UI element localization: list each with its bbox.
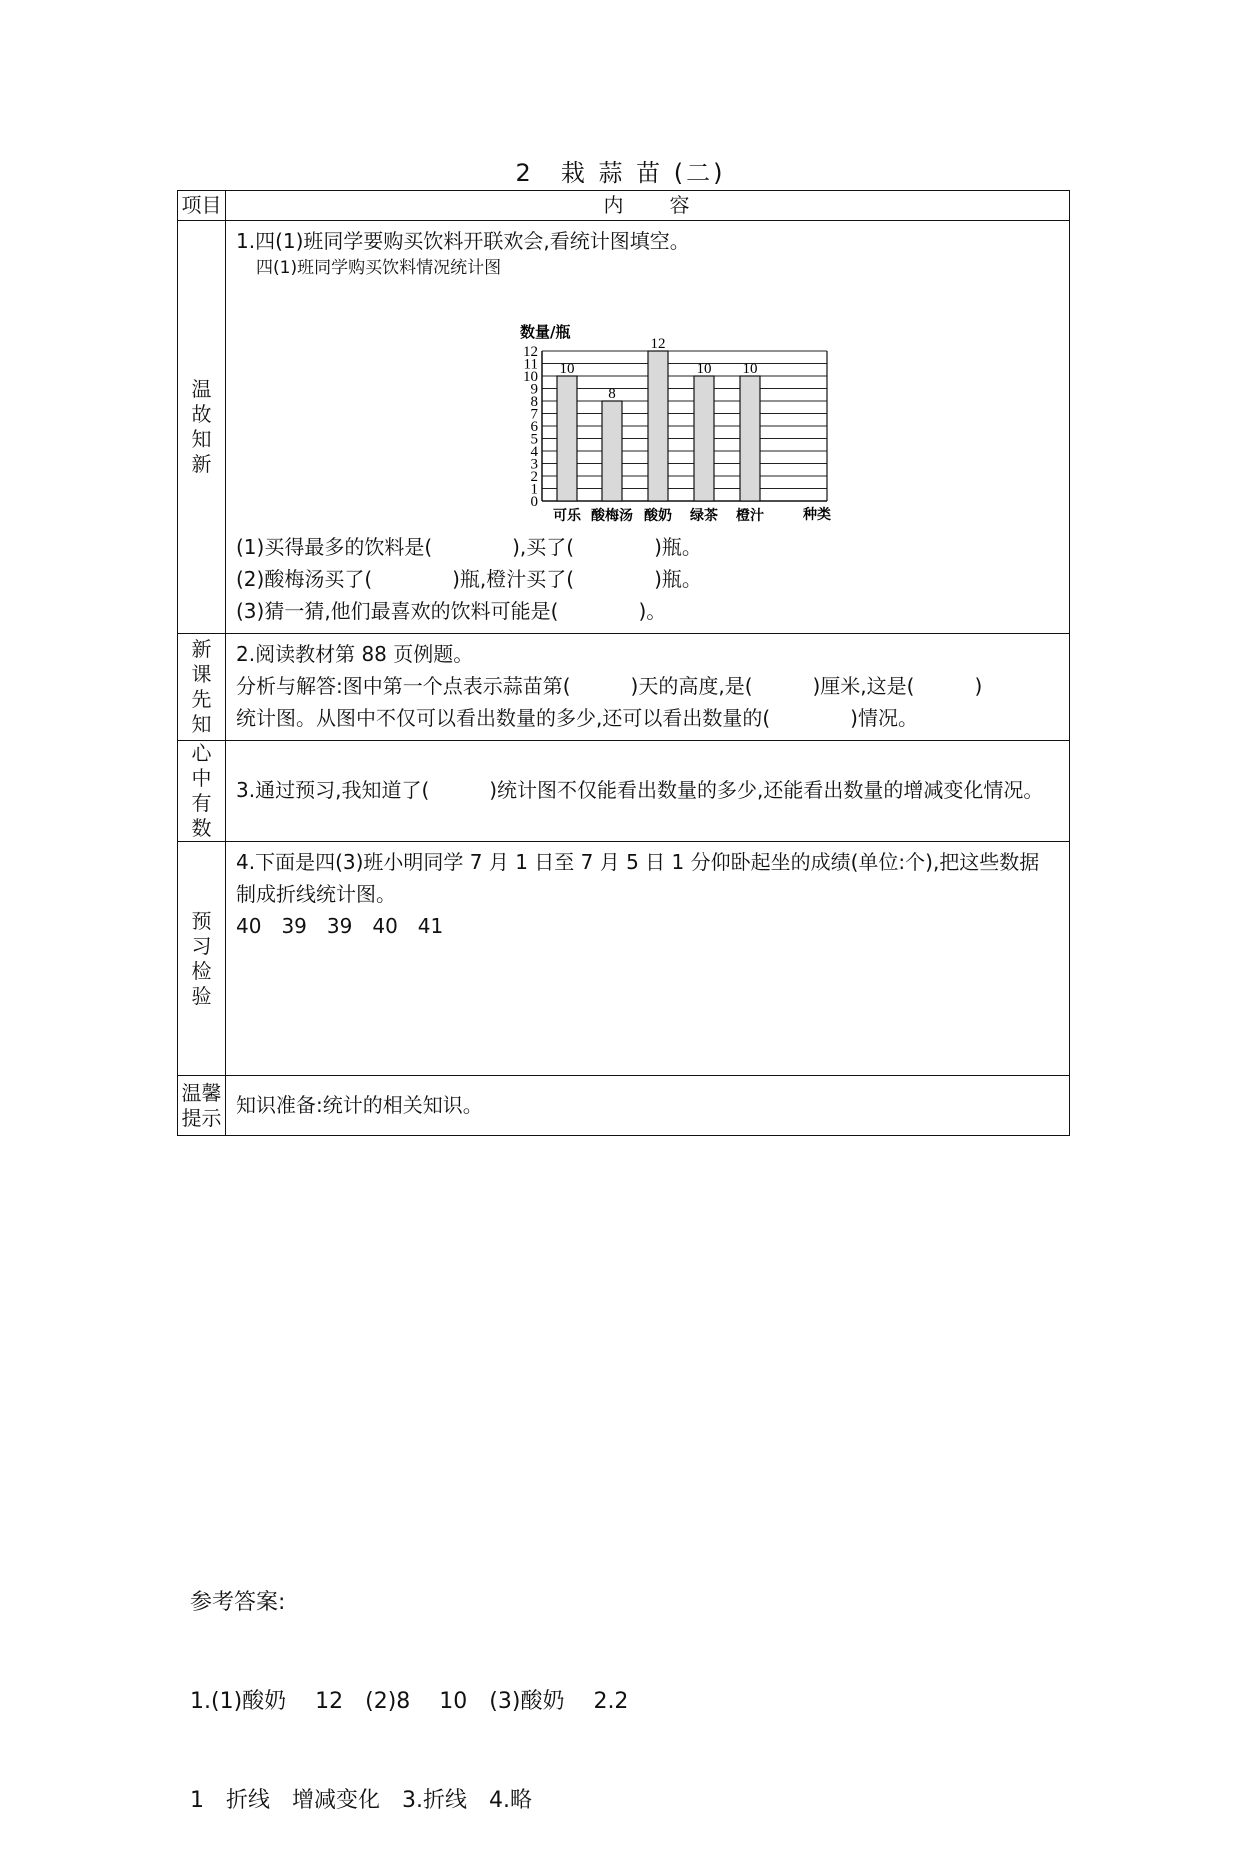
section-tip-row (178, 1076, 1070, 1136)
section-mindful-label-cell (178, 741, 226, 842)
x-tick-label: 可乐 (553, 508, 581, 524)
section-review-label-cell (178, 221, 226, 634)
y-tick-label: 5 (530, 431, 538, 448)
y-tick-label: 6 (530, 419, 538, 435)
section-mindful-label: 心中有数 (191, 741, 212, 840)
y-axis-label: 数量/瓶 (520, 323, 571, 341)
y-tick-label: 0 (530, 494, 538, 510)
question-1-sub-2: (2)酸梅汤买了( )瓶,橙汁买了( )瓶。 (236, 567, 702, 591)
x-tick-label: 橙汁 (736, 508, 764, 524)
x-axis-label: 种类 (803, 507, 831, 523)
question-2-line-2: 统计图。从图中不仅可以看出数量的多少,还可以看出数量的( )情况。 (236, 706, 918, 730)
section-new-lesson-row (178, 634, 1070, 741)
question-4-data: 40 39 39 40 41 (236, 914, 444, 938)
x-tick-label: 酸奶 (644, 508, 672, 524)
y-tick-label: 7 (530, 406, 538, 423)
x-tick-label: 绿茶 (690, 508, 718, 524)
question-2-line-1: 分析与解答:图中第一个点表示蒜苗第( )天的高度,是( )厘米,这是( ) (236, 674, 983, 698)
question-1-text: 1.四(1)班同学要购买饮料开联欢会,看统计图填空。 (236, 229, 690, 253)
y-tick-label: 4 (530, 444, 538, 460)
chart-title: 四(1)班同学购买饮料情况统计图 (256, 258, 502, 278)
answer-key-line-2: 1 折线 增减变化 3.折线 4.略 (190, 1788, 532, 1813)
bar (557, 376, 577, 501)
header-content-label: 内 容 (603, 193, 692, 217)
bar (740, 376, 760, 501)
bar-chart-container (236, 279, 1109, 531)
preview-sheet-table (177, 190, 1070, 1136)
answer-key-line-1: 1.(1)酸奶 12 (2)8 10 (3)酸奶 2.2 (190, 1689, 629, 1714)
header-item-cell (178, 191, 226, 221)
section-tip-label-cell (178, 1076, 226, 1136)
y-tick-label: 12 (523, 344, 538, 360)
y-tick-label: 11 (523, 356, 538, 373)
section-mindful-content (226, 741, 1070, 842)
y-tick-label: 3 (530, 456, 538, 473)
bar-value-label: 10 (559, 361, 575, 377)
section-new-lesson-label-cell (178, 634, 226, 741)
section-check-content (226, 842, 1070, 1076)
bar-value-label: 10 (742, 361, 758, 377)
section-review-content (226, 221, 1070, 634)
question-1-sub-1: (1)买得最多的饮料是( ),买了( )瓶。 (236, 535, 702, 559)
header-content-cell (226, 191, 1070, 221)
section-new-lesson-content (226, 634, 1070, 741)
section-review-row (178, 221, 1070, 634)
y-tick-label: 2 (530, 469, 538, 485)
question-3-text: 3.通过预习,我知道了( )统计图不仅能看出数量的多少,还能看出数量的增减变化情况。 (236, 778, 1044, 802)
y-tick-label: 10 (523, 369, 538, 385)
section-review-label: 温故知新 (191, 377, 212, 476)
bar (694, 376, 714, 501)
section-new-lesson-label: 新课先知 (191, 637, 212, 736)
tip-text: 知识准备:统计的相关知识。 (236, 1092, 483, 1117)
y-tick-label: 9 (530, 381, 538, 398)
question-2-text: 2.阅读教材第 88 页例题。 (236, 642, 474, 666)
section-check-label: 预习检验 (191, 908, 212, 1008)
header-row (178, 191, 1070, 221)
section-check-row (178, 842, 1070, 1076)
bar-chart (236, 279, 1109, 531)
section-check-label-cell (178, 842, 226, 1076)
question-1-sub-3: (3)猜一猜,他们最喜欢的饮料可能是( )。 (236, 599, 667, 623)
section-mindful-row (178, 741, 1070, 842)
question-4-text: 4.下面是四(3)班小明同学 7 月 1 日至 7 月 5 日 1 分仰卧起坐的成绩(单位:个),把这些数据制成折线统计图。 (236, 850, 1040, 906)
answer-key (190, 1520, 628, 1850)
bar-value-label: 12 (650, 336, 666, 352)
section-tip-content (226, 1076, 1070, 1136)
section-tip-label: 温馨提示 (181, 1080, 222, 1130)
bar-value-label: 8 (608, 386, 616, 402)
bar (602, 401, 622, 501)
header-item-label: 项目 (181, 193, 222, 217)
x-tick-label: 酸梅汤 (591, 508, 633, 524)
y-tick-label: 8 (530, 394, 538, 410)
page-title: 2 栽 蒜 苗 (二) (515, 159, 726, 187)
bar (648, 351, 668, 501)
answer-key-heading: 参考答案: (190, 1590, 286, 1615)
bar-value-label: 10 (696, 361, 712, 377)
y-tick-label: 1 (530, 481, 538, 498)
